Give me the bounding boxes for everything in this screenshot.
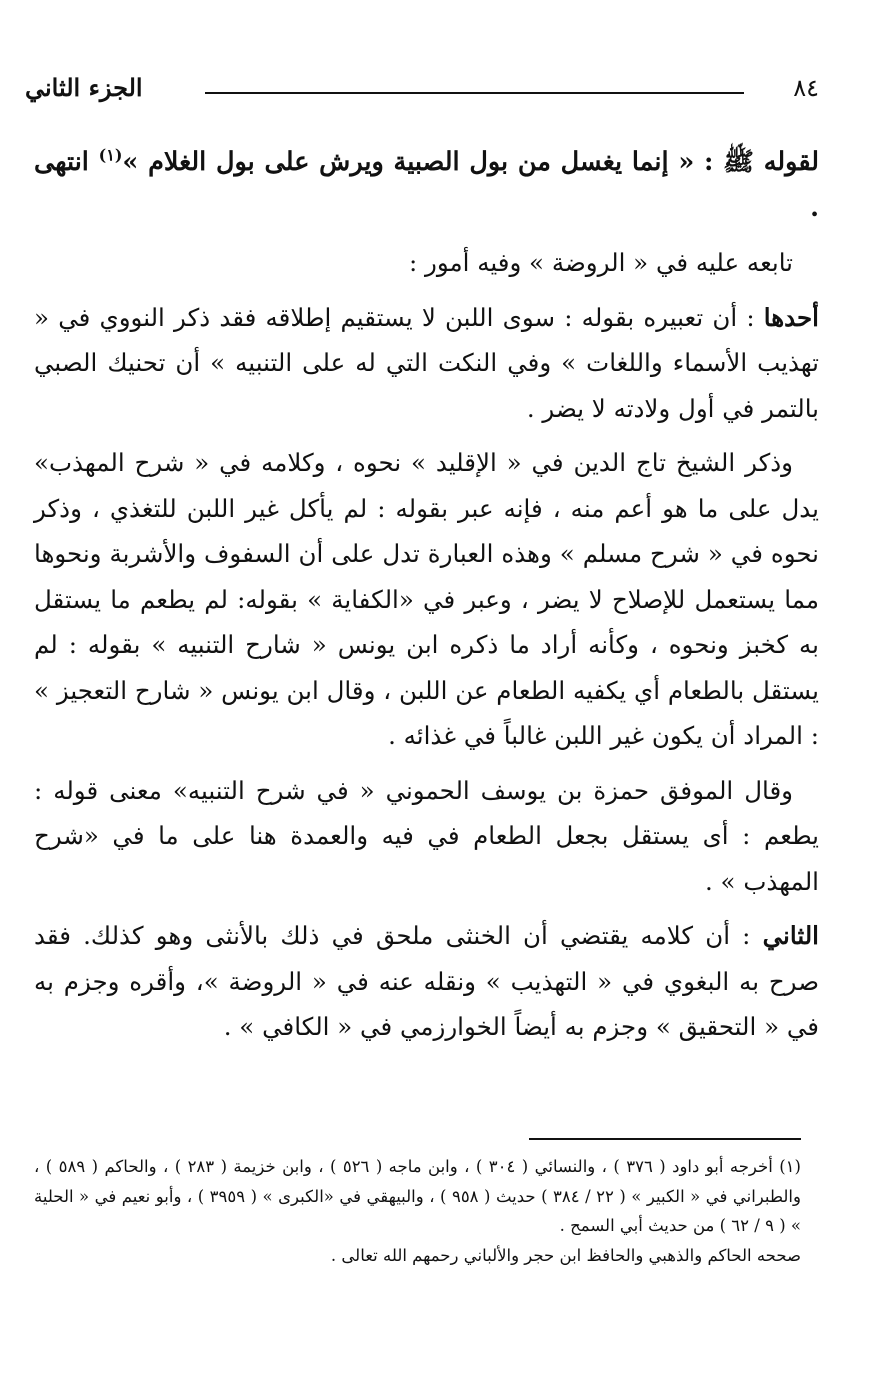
footnotes	[34, 1152, 801, 1270]
main-text	[34, 140, 819, 1059]
header-rule	[205, 92, 744, 94]
footnote-1: (١) أخرجه أبو داود ( ٣٧٦ ) ، والنسائي ( ٣٠٤ ) ، وابن ماجه ( ٥٢٦ ) ، وابن خزيمة ( ٢٨٣ ) ، والحاكم ( ٥٨٩ ) ، والطبراني في « الكبير » ( ٢٢ / ٣٨٤ ) حديث ( ٩٥٨ ) ، والبيهقي في «الكبرى » ( ٣٩٥٩ ) ، وأبو نعيم في « الحلية » ( ٩ / ٦٢ ) من حديث أبي السمح .	[34, 1157, 801, 1235]
footnote-ref: (١)	[98, 145, 123, 165]
paragraph-4: وقال الموفق حمزة بن يوسف الحموني « في شرح التنبيه» معنى قوله : يطعم : أى يستقل بجعل الطعام في فيه والعمدة هنا على ما في «شرح المهذب » .	[34, 775, 819, 896]
paragraph-1: تابعه عليه في « الروضة » وفيه أمور :	[408, 248, 793, 277]
hadith-heading-end: انتهى .	[34, 147, 819, 223]
hadith-heading-text: لقوله ﷺ : « إنما يغسل من بول الصبية ويرش على بول الغلام »	[122, 147, 820, 177]
hadith-heading	[34, 140, 819, 231]
page-header	[25, 70, 819, 110]
paragraph-5	[34, 913, 819, 1050]
paragraph-3: وذكر الشيخ تاج الدين في « الإقليد » نحوه ، وكلامه في « شرح المهذب» يدل على ما هو أعم منه ، فإنه عبر بقوله : لم يأكل غير اللبن للتغذي ، وذكر نحوه في « شرح مسلم » وهذه العبارة تدل على أن السفوف والأشربة ونحوها مما يستعمل للإصلاح لا يضر ، وعبر في «الكفاية » بقوله: لم يطعم ما يستقل به كخبز ونحوه ، وكأنه أراد ما ذكره ابن يونس « شارح التنبيه » بقوله : لم يستقل بالطعام أي يكفيه الطعام عن اللبن ، وقال ابن يونس « شارح التعجيز » : المراد أن يكون غير اللبن غالباً في غذائه .	[34, 448, 819, 750]
running-title: الجزء الثاني	[25, 73, 143, 102]
footnote-1-continued: صححه الحاكم والذهبي والحافظ ابن حجر والألباني رحمهم الله تعالى .	[330, 1245, 801, 1265]
paragraph-2	[34, 295, 819, 432]
paragraph-5-text: : أن كلامه يقتضي أن الخنثى ملحق في ذلك بالأنثى وهو كذلك. فقد صرح به البغوي في « التهذيب » ونقله عنه في « الروضة »، وأقره وجزم به في « التحقيق » وجزم به أيضاً الخوارزمي في « الكافي » .	[34, 921, 819, 1041]
point-two-label: الثاني	[762, 921, 819, 950]
page-number: ٨٤	[793, 74, 819, 102]
footnote-rule	[529, 1138, 801, 1140]
point-one-label: أحدها	[763, 302, 819, 332]
paragraph-2-text: : أن تعبيره بقوله : سوى اللبن لا يستقيم إطلاقه فقد ذكر النووي في « تهذيب الأسماء واللغات » وفي النكت التي له على التنبيه » أن تحنيك الصبي بالتمر في أول ولادته لا يضر .	[34, 302, 819, 423]
